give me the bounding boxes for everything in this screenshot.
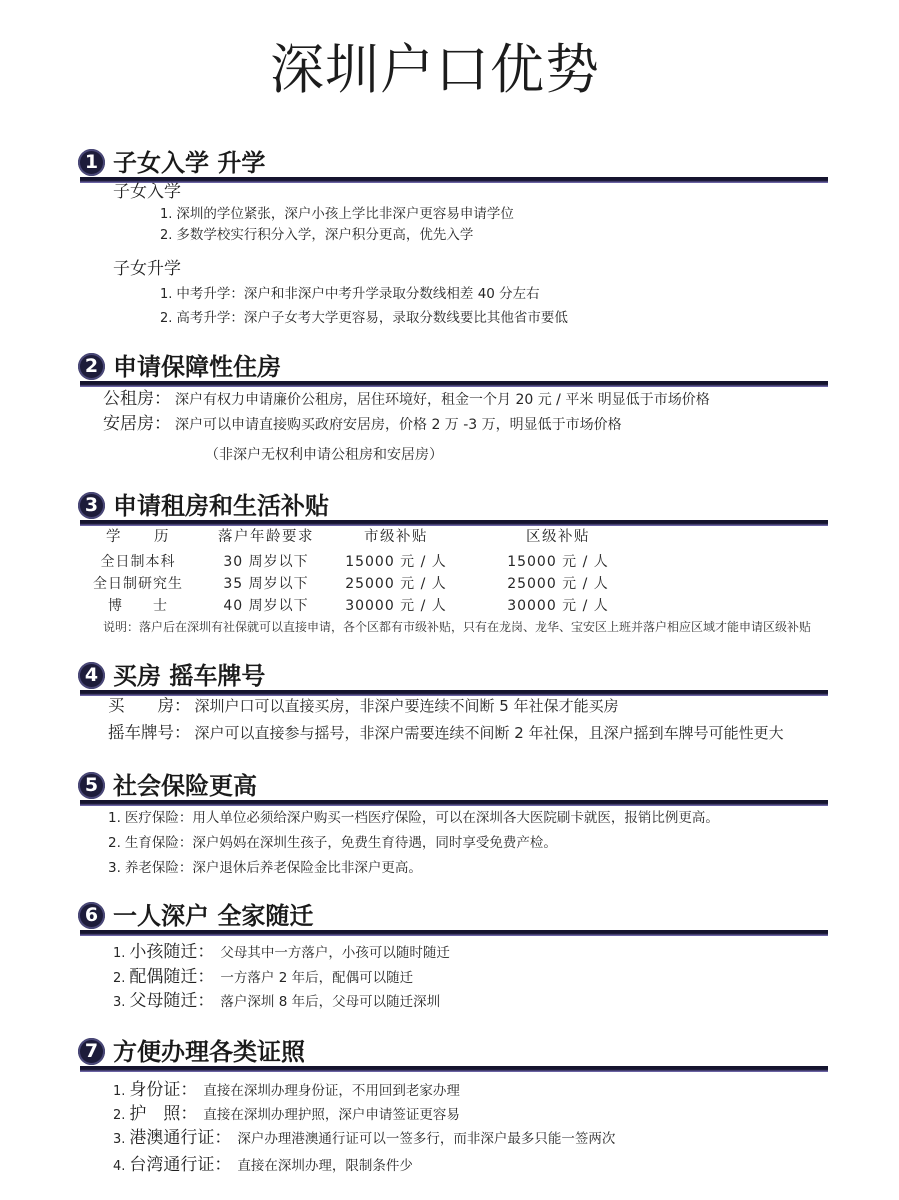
item-number: 2.: [160, 228, 173, 243]
table-cell: 35 周岁以下: [223, 576, 309, 592]
table-cell: 40 周岁以下: [223, 598, 309, 614]
item-number: 2.: [113, 971, 126, 986]
subtitle: 子女升学: [113, 259, 181, 279]
row-label: 买 房：: [108, 696, 191, 715]
section-heading: 社会保险更高: [113, 772, 257, 800]
page-title: 深圳户口优势: [270, 38, 600, 101]
item-number: 4.: [113, 1159, 126, 1174]
item-number: 2.: [108, 835, 121, 851]
item-label: 小孩随迁：: [129, 942, 215, 962]
section-number-badge: 5: [78, 772, 105, 799]
item-number: 1.: [160, 207, 173, 222]
row-text: 深户有权力申请廉价公租房，居住环境好，租金一个月 20 元 / 平米 明显低于市场价格: [175, 392, 710, 408]
item-text: 高考升学：深户子女考大学更容易，录取分数线要比其他省市要低: [176, 310, 568, 326]
list-item: [108, 858, 422, 878]
list-item: [113, 966, 413, 990]
list-item: [160, 224, 473, 246]
item-label: 港澳通行证：: [129, 1128, 232, 1148]
item-text: 用人单位必须给深户购买一档医疗保险，可以在深圳各大医院刷卡就医，报销比例更高。: [192, 810, 719, 826]
section-divider: [80, 177, 828, 183]
list-item: [113, 990, 440, 1014]
item-label: 护 照：: [129, 1104, 198, 1124]
section-divider: [80, 1066, 828, 1072]
info-row: [103, 413, 622, 436]
table-header-row: [0, 527, 899, 547]
item-label: 身份证：: [129, 1080, 198, 1100]
table-cell: 全日制本科: [100, 554, 176, 570]
section-heading: 方便办理各类证照: [113, 1038, 305, 1066]
section-header: [78, 1038, 830, 1072]
table-header-cell: 落户年龄要求: [218, 529, 314, 545]
list-item: [113, 1103, 460, 1127]
item-label: 养老保险：: [124, 860, 193, 876]
section-number-badge: 6: [78, 902, 105, 929]
info-row: [103, 388, 710, 411]
table-footnote: 说明：落户后在深圳有社保就可以直接申请，各个区都有市级补贴，只有在龙岗、龙华、宝安区上班并落户相应区域才能申请区级补贴: [103, 620, 812, 634]
item-number: 3.: [113, 1132, 126, 1147]
item-number: 2.: [113, 1108, 126, 1123]
list-item: [108, 833, 557, 853]
item-number: 3.: [113, 995, 126, 1010]
item-text: 多数学校实行积分入学，深户积分更高，优先入学: [176, 227, 474, 243]
list-item: [113, 941, 450, 965]
table-cell: 15000 元 / 人: [345, 554, 447, 570]
section-header: [78, 353, 830, 387]
info-row: [108, 695, 619, 717]
list-item: [113, 1127, 615, 1151]
table-cell: 博 士: [108, 598, 168, 614]
section-heading: 一人深户 全家随迁: [113, 902, 314, 930]
item-number: 2.: [160, 311, 173, 326]
row-label: 安居房：: [103, 414, 171, 434]
section-number-badge: 4: [78, 662, 105, 689]
item-text: 深户妈妈在深圳生孩子，免费生育待遇，同时享受免费产检。: [192, 835, 557, 851]
row-text: 深户可以申请直接购买政府安居房，价格 2 万 -3 万，明显低于市场价格: [175, 417, 622, 433]
section-divider: [80, 800, 828, 806]
section-heading: 申请保障性住房: [113, 353, 281, 381]
row-label: 公租房：: [103, 389, 171, 409]
item-number: 1.: [113, 946, 126, 961]
section-divider: [80, 520, 828, 526]
section-header: [78, 492, 830, 526]
row-text: 深圳户口可以直接买房，非深户要连续不间断 5 年社保才能买房: [194, 697, 619, 715]
item-number: 1.: [113, 1084, 126, 1099]
subtitle: 子女入学: [113, 182, 181, 202]
table-cell: 15000 元 / 人: [507, 554, 609, 570]
item-label: 生育保险：: [124, 835, 193, 851]
table-row: [0, 574, 899, 594]
item-text: 直接在深圳办理身份证，不用回到老家办理: [203, 1083, 460, 1099]
section-divider: [80, 930, 828, 936]
section-header: [78, 902, 830, 936]
item-text: 落户深圳 8 年后，父母可以随迁深圳: [220, 994, 441, 1010]
table-cell: 30000 元 / 人: [507, 598, 609, 614]
item-text: 深户办理港澳通行证可以一签多行，而非深户最多只能一签两次: [237, 1131, 616, 1147]
item-number: 1.: [108, 810, 121, 826]
item-number: 3.: [108, 860, 121, 876]
item-number: 1.: [160, 287, 173, 302]
item-text: 深圳的学位紧张，深户小孩上学比非深户更容易申请学位: [176, 206, 514, 222]
table-row: [0, 552, 899, 572]
list-item: [160, 203, 514, 225]
table-header-cell: 学 历: [106, 529, 170, 545]
list-item: [160, 307, 568, 329]
list-item: [113, 1154, 413, 1178]
table-header-cell: 市级补贴: [364, 529, 428, 545]
item-text: 中考升学：深户和非深户中考升学录取分数线相差 40 分左右: [176, 286, 540, 302]
table-header-cell: 区级补贴: [526, 529, 590, 545]
item-text: 直接在深圳办理护照，深户申请签证更容易: [203, 1107, 460, 1123]
list-item: [113, 1079, 460, 1103]
section-divider: [80, 381, 828, 387]
table-cell: 全日制研究生: [93, 576, 183, 592]
list-item: [160, 283, 540, 305]
info-row: [108, 722, 784, 744]
item-text: 直接在深圳办理，限制条件少: [237, 1158, 413, 1174]
table-cell: 25000 元 / 人: [345, 576, 447, 592]
section-header: [78, 149, 830, 183]
table-cell: 25000 元 / 人: [507, 576, 609, 592]
section-header: [78, 772, 830, 806]
section-header: [78, 662, 830, 696]
item-label: 台湾通行证：: [129, 1155, 232, 1175]
section-number-badge: 3: [78, 492, 105, 519]
table-cell: 30000 元 / 人: [345, 598, 447, 614]
section-heading: 买房 摇车牌号: [113, 662, 266, 690]
item-text: 父母其中一方落户，小孩可以随时随迁: [220, 945, 450, 961]
section-heading: 子女入学 升学: [113, 149, 266, 177]
row-label: 摇车牌号：: [108, 723, 191, 742]
item-label: 配偶随迁：: [129, 967, 215, 987]
section-number-badge: 1: [78, 149, 105, 176]
section-number-badge: 2: [78, 353, 105, 380]
item-text: 一方落户 2 年后，配偶可以随迁: [220, 970, 414, 986]
section-note: （非深户无权利申请公租房和安居房）: [205, 447, 443, 463]
item-label: 父母随迁：: [129, 991, 215, 1011]
table-cell: 30 周岁以下: [223, 554, 309, 570]
table-row: [0, 596, 899, 616]
item-label: 医疗保险：: [124, 810, 193, 826]
row-text: 深户可以直接参与摇号，非深户需要连续不间断 2 年社保，且深户摇到车牌号可能性更大: [194, 724, 784, 742]
section-heading: 申请租房和生活补贴: [113, 492, 329, 520]
list-item: [108, 808, 719, 828]
item-text: 深户退休后养老保险金比非深户更高。: [192, 860, 422, 876]
section-number-badge: 7: [78, 1038, 105, 1065]
